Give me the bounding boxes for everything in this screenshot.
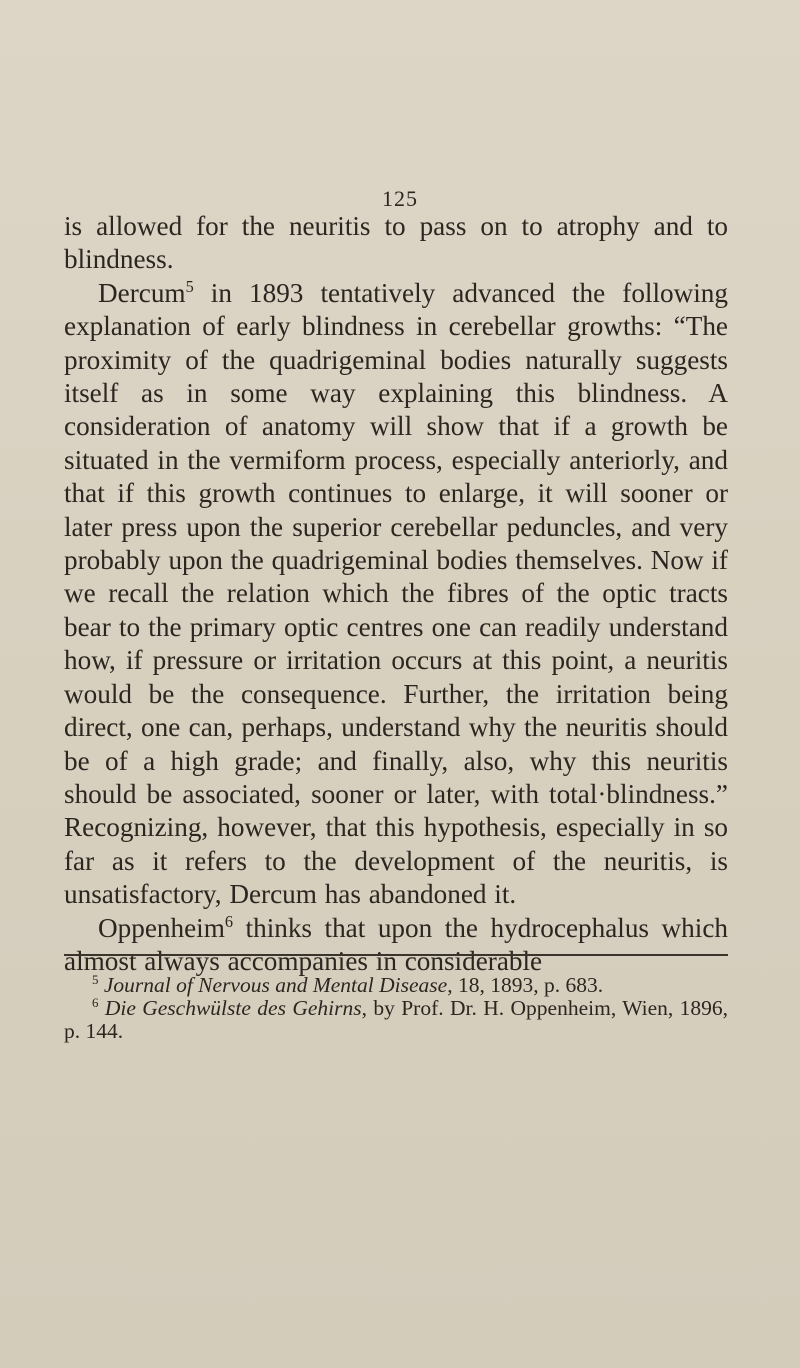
paragraph-2-text: in 1893 tentatively advanced the following explanation of early blindness in cerebellar growths: “The proximity of the quadrigeminal bodies naturally suggests itself as in some way explaining this blindness. A consideration of anatomy will show that if a growth be situated in the vermiform process, especially anteriorly, and that if this growth continues to enlarge, it will sooner or later press upon the superior cerebellar peduncles, and very probably upon the quadrigeminal bodies themselves. Now if we recall the relation which the fibres of the optic tracts bear to the primary optic centres one can readily understand how, if pressure or irritation occurs at this point, a neuritis would be the consequence. Further, the irritation being direct, one can, perhaps, understand why the neuritis should be of a high grade; and finally, also, why this neuritis should be associated, sooner or later, with total·blindness.” Recognizing, however, that this hypothesis, especially in so far as it refers to the development of the neuritis, is unsatisfactory, Dercum has abandoned it. [64, 277, 728, 910]
footnote-5-rest: , 18, 1893, p. 683. [447, 973, 604, 997]
author-oppenheim: Oppenheim [98, 912, 225, 943]
paragraph-2 [64, 277, 728, 912]
footnote-6-number: 6 [92, 995, 99, 1010]
paragraph-1-text: is allowed for the neuritis to pass on to atrophy and to blindness. [64, 211, 728, 275]
author-dercum: Dercum [98, 277, 186, 308]
footnote-5 [64, 974, 728, 997]
footnote-6-title: Die Geschwülste des Gehirns [104, 996, 362, 1020]
body-text [64, 210, 728, 978]
footnote-ref-6: 6 [224, 911, 234, 931]
footnote-5-title: Journal of Nervous and Mental Disease [103, 973, 448, 997]
paragraph-1 [64, 210, 728, 277]
paragraph-3-text: thinks that upon the hydrocephalus which almost always accompanies in considerable [64, 912, 728, 976]
footnote-5-number: 5 [92, 972, 99, 987]
footnote-ref-5: 5 [185, 276, 194, 296]
footnotes [64, 974, 728, 1043]
footnote-6-rest: , by Prof. Dr. H. Oppenheim, Wien, 1896, p. 144. [64, 996, 729, 1043]
footnote-divider [64, 954, 728, 956]
footnote-6 [64, 997, 728, 1043]
paragraph-3 [64, 912, 728, 979]
page-number: 125 [382, 186, 418, 211]
